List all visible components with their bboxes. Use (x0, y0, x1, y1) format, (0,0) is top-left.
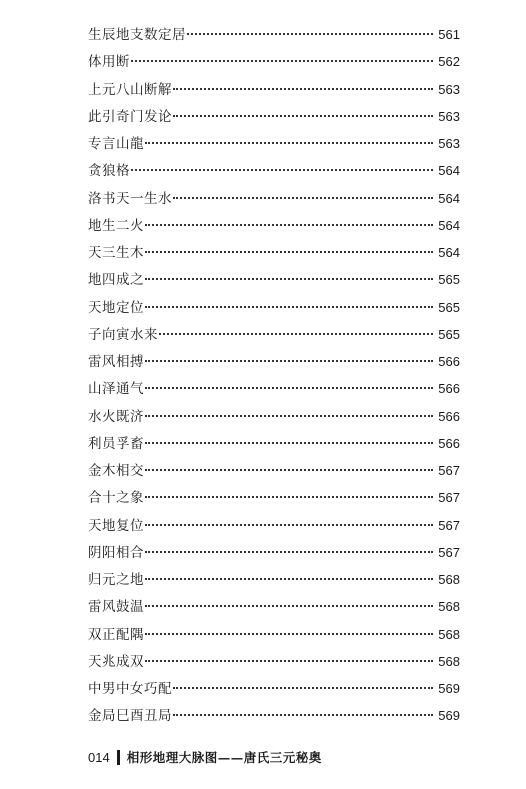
toc-entry-title: 天兆成双 (88, 653, 144, 670)
footer-book-title: 相形地理大脉图——唐氏三元秘奥 (126, 750, 322, 765)
toc-entry-page: 569 (438, 681, 460, 696)
toc-entry (88, 157, 460, 184)
toc-dot-leader (159, 333, 433, 335)
toc-entry-title: 雷风鼓温 (88, 599, 144, 616)
toc-entry-title: 洛书天一生水 (88, 190, 172, 207)
toc-entry-page: 569 (438, 708, 460, 724)
toc-entry (88, 375, 460, 402)
toc-entry (88, 457, 460, 484)
page-footer (88, 746, 322, 768)
toc-dot-leader (145, 469, 433, 471)
toc-dot-leader (131, 169, 433, 171)
toc-entry-page: 564 (438, 245, 460, 260)
toc-dot-leader (145, 660, 433, 662)
toc-dot-leader (145, 387, 433, 389)
toc-dot-leader (145, 224, 433, 226)
toc-entry (88, 348, 460, 375)
footer-page-number: 014 (88, 749, 110, 765)
toc-entry-title: 子向寅水来 (88, 326, 158, 343)
toc-entry-page: 561 (438, 27, 460, 42)
toc-entry-page: 563 (438, 81, 460, 97)
toc-entry (88, 539, 460, 566)
toc-entry (88, 621, 460, 648)
toc-entry-page: 567 (438, 544, 460, 560)
toc-entry-title: 山泽通气 (88, 381, 144, 398)
table-of-contents (88, 21, 460, 730)
toc-dot-leader (145, 524, 433, 526)
toc-entry (88, 702, 460, 729)
toc-entry (88, 130, 460, 157)
toc-entry-title: 生辰地支数定居 (88, 27, 186, 43)
toc-entry-page: 563 (438, 108, 460, 124)
toc-entry (88, 103, 460, 130)
toc-dot-leader (145, 142, 433, 144)
toc-entry-page: 568 (438, 653, 460, 669)
toc-entry-page: 564 (438, 190, 460, 206)
toc-entry-page: 568 (438, 572, 460, 587)
toc-entry-page: 566 (438, 435, 460, 451)
toc-entry (88, 185, 460, 212)
toc-entry-page: 568 (438, 599, 460, 615)
toc-entry-title: 地四成之 (88, 272, 144, 289)
toc-entry-title: 水火既济 (88, 408, 144, 425)
toc-entry-page: 565 (438, 272, 460, 288)
toc-entry-page: 566 (438, 408, 460, 424)
toc-entry-page: 567 (438, 517, 460, 533)
toc-entry-title: 体用断 (88, 54, 130, 71)
toc-entry-title: 天地复位 (88, 517, 144, 534)
toc-entry-title: 金局巳酉丑局 (88, 708, 172, 725)
toc-entry-title: 合十之象 (88, 490, 144, 507)
toc-entry-page: 566 (438, 354, 460, 369)
toc-entry (88, 430, 460, 457)
toc-dot-leader (145, 442, 433, 444)
toc-entry-page: 568 (438, 626, 460, 642)
toc-dot-leader (173, 88, 433, 90)
toc-entry-title: 专言山龍 (88, 136, 144, 152)
toc-dot-leader (145, 605, 433, 607)
toc-dot-leader (145, 551, 433, 553)
toc-entry-title: 利员孚畜 (88, 435, 144, 452)
toc-entry-page: 565 (438, 326, 460, 342)
toc-dot-leader (145, 578, 433, 580)
toc-entry-title: 贪狼格 (88, 163, 130, 180)
toc-entry-page: 567 (438, 490, 460, 506)
toc-dot-leader (145, 496, 433, 498)
toc-entry-page: 565 (438, 299, 460, 315)
toc-entry (88, 675, 460, 702)
toc-entry (88, 566, 460, 593)
toc-entry-page: 566 (438, 381, 460, 397)
toc-entry-page: 564 (438, 217, 460, 233)
toc-entry-title: 此引奇门发论 (88, 108, 172, 125)
toc-dot-leader (145, 415, 433, 417)
toc-entry-page: 567 (438, 463, 460, 478)
toc-dot-leader (145, 278, 433, 280)
toc-entry (88, 76, 460, 103)
toc-entry-page: 562 (438, 54, 460, 70)
toc-entry (88, 239, 460, 266)
toc-entry-page: 564 (438, 163, 460, 179)
toc-dot-leader (173, 687, 433, 689)
toc-entry-title: 中男中女巧配 (88, 681, 172, 697)
toc-entry (88, 266, 460, 293)
toc-dot-leader (173, 197, 433, 199)
toc-entry-title: 双正配隅 (88, 626, 144, 643)
toc-dot-leader (145, 251, 433, 253)
toc-dot-leader (145, 306, 433, 308)
toc-dot-leader (187, 33, 433, 35)
toc-dot-leader (173, 714, 433, 716)
toc-entry-title: 天地定位 (88, 299, 144, 316)
toc-dot-leader (131, 60, 433, 62)
toc-entry-title: 上元八山断解 (88, 81, 172, 98)
toc-entry (88, 403, 460, 430)
footer-separator-bar (117, 750, 120, 765)
toc-entry (88, 648, 460, 675)
toc-entry-title: 归元之地 (88, 572, 144, 588)
toc-entry (88, 512, 460, 539)
toc-entry (88, 294, 460, 321)
toc-entry (88, 21, 460, 48)
toc-entry (88, 593, 460, 620)
toc-entry-title: 金木相交 (88, 463, 144, 479)
toc-entry-title: 地生二火 (88, 217, 144, 234)
toc-entry-title: 阴阳相合 (88, 544, 144, 561)
toc-entry (88, 484, 460, 511)
toc-dot-leader (173, 115, 433, 117)
toc-dot-leader (145, 633, 433, 635)
toc-entry-title: 雷风相搏 (88, 354, 144, 370)
toc-entry (88, 212, 460, 239)
toc-entry-title: 天三生木 (88, 245, 144, 261)
toc-entry (88, 321, 460, 348)
toc-dot-leader (145, 360, 433, 362)
toc-entry (88, 48, 460, 75)
toc-entry-page: 563 (438, 136, 460, 151)
